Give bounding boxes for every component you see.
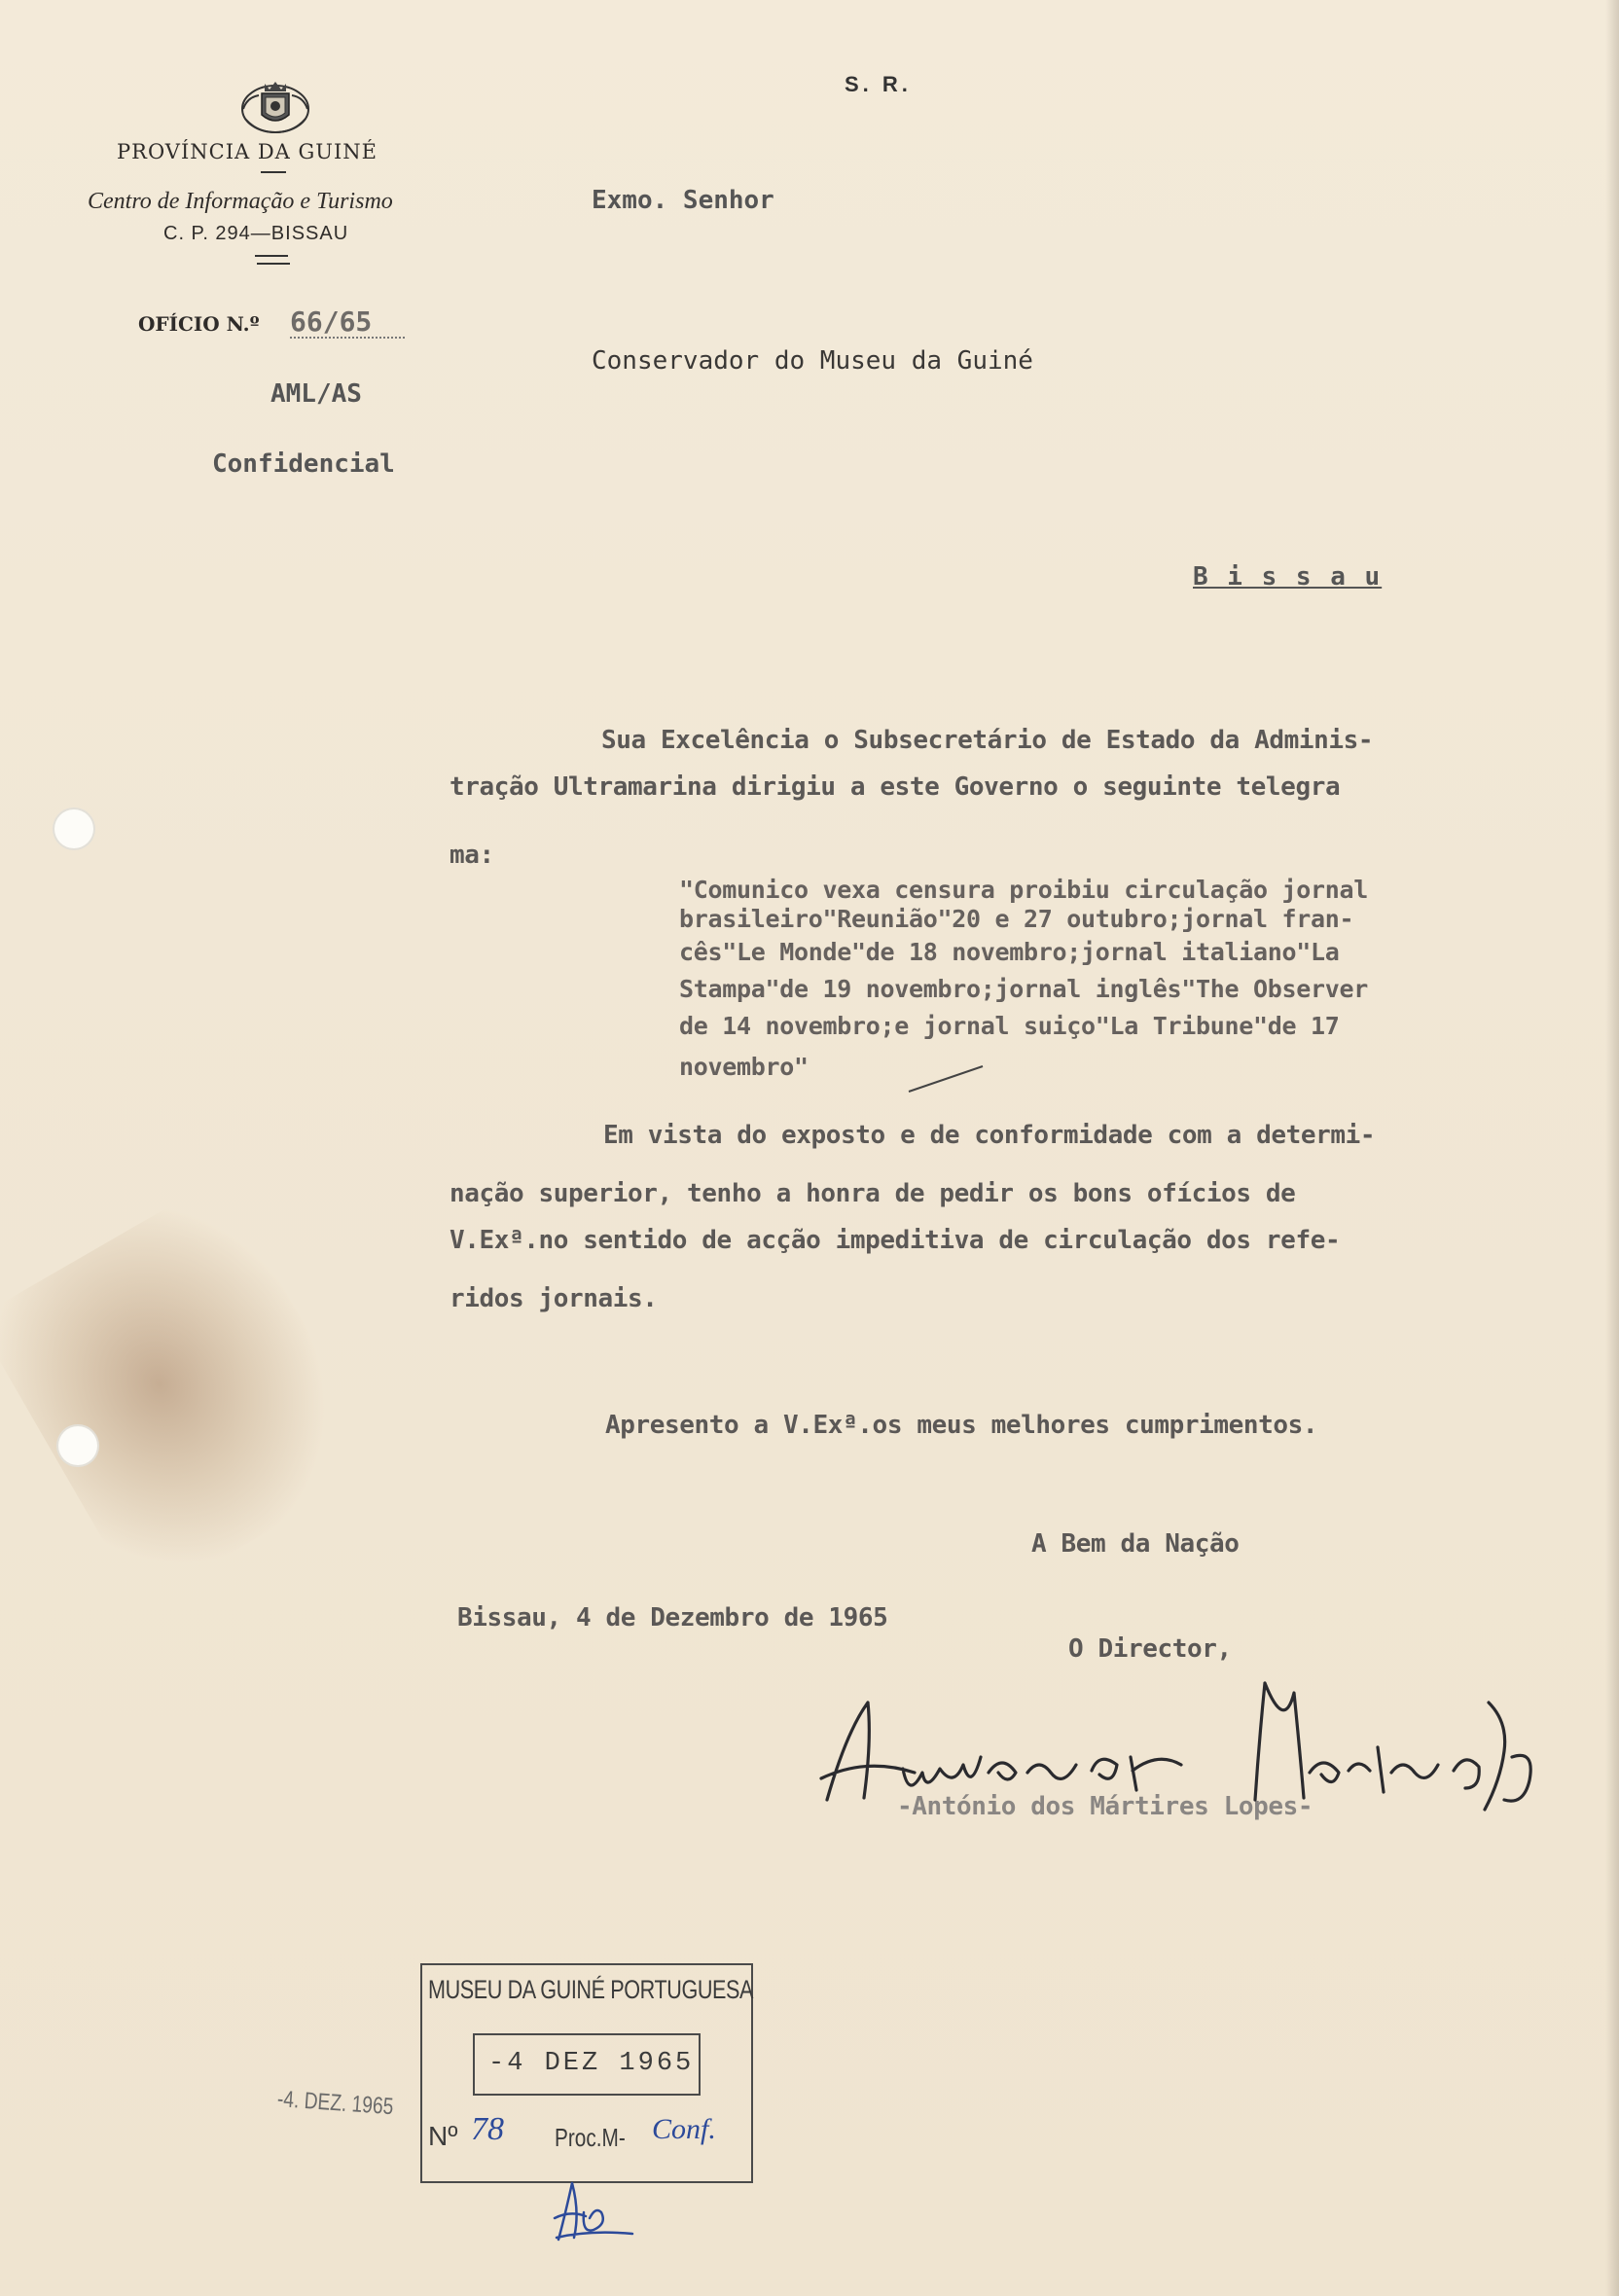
divider [261,171,286,173]
header-mark: S. R. [845,72,912,96]
side-date-stamp: -4. DEZ. 1965 [276,2086,395,2121]
postal-address: C. P. 294—BISSAU [163,223,349,244]
oficio-label: OFÍCIO N.º [138,312,260,336]
province-name: PROVÍNCIA DA GUINÉ [117,140,378,163]
stamp-proc-label: Proc.M- [555,2123,626,2152]
telegram-line: de 14 novembro;e jornal suiço"La Tribune"de 17 [679,1012,1340,1040]
addressee-city: B i s s a u [1193,562,1383,592]
telegram-line: "Comunico vexa censura proibiu circulação jornal [679,876,1369,904]
director-role: O Director, [1068,1634,1232,1664]
body-paragraph-2-line-2: nação superior, tenho a honra de pedir os bons ofícios de [450,1179,1296,1208]
body-paragraph-2-line-4: ridos jornais. [450,1284,658,1313]
telegram-line: cês"Le Monde"de 18 novembro;jornal italiano"La [679,938,1340,966]
telegram-line: brasileiro"Reunião"20 e 27 outubro;jornal fran- [679,905,1354,933]
centre-name: Centro de Informação e Turismo [88,189,393,214]
coat-of-arms-icon [237,76,313,136]
director-name: -António dos Mártires Lopes- [897,1792,1313,1821]
director-signature [808,1664,1586,1839]
salutation: Exmo. Senhor [592,186,774,215]
body-paragraph-2-line-3: V.Exª.no sentido de acção impeditiva de circulação dos refe- [450,1226,1341,1255]
reference-code: AML/AS [270,379,362,409]
divider [255,255,288,257]
divider [257,263,290,265]
telegram-line: Stampa"de 19 novembro;jornal inglês"The Observer [679,975,1369,1003]
body-paragraph-1-line-1: Sua Excelência o Subsecretário de Estado da Adminis- [601,726,1374,755]
archive-stamp [420,1963,753,2183]
stamp-institution: MUSEU DA GUINÉ PORTUGUESA [428,1975,754,2004]
body-paragraph-1-line-3: ma: [450,841,494,870]
stamp-date-box [473,2033,701,2096]
motto: A Bem da Nação [1031,1529,1240,1559]
pencil-mark [905,1060,992,1099]
place-and-date: Bissau, 4 de Dezembro de 1965 [457,1603,888,1632]
stamp-date: -4 DEZ 1965 [488,2049,695,2078]
punch-hole-top [53,807,95,850]
punch-hole-bottom [56,1424,99,1467]
oficio-number: 66/65 [290,305,373,338]
addressee-title: Conservador do Museu da Guiné [592,346,1033,376]
telegram-line: novembro" [679,1053,809,1081]
stamp-proc-value: Conf. [652,2113,716,2145]
stamp-no-value: 78 [471,2111,504,2147]
body-paragraph-1-line-2: tração Ultramarina dirigiu a este Governo o seguinte telegra [450,772,1341,802]
classification: Confidencial [212,449,395,479]
closing-line: Apresento a V.Exª.os meus melhores cumprimentos. [605,1411,1318,1440]
stamp-no-label: Nº [428,2121,458,2151]
page-edge-shadow [1605,0,1619,2296]
body-paragraph-2-line-1: Em vista do exposto e de conformidade com a determi- [603,1121,1376,1150]
water-stain [0,1177,385,1604]
